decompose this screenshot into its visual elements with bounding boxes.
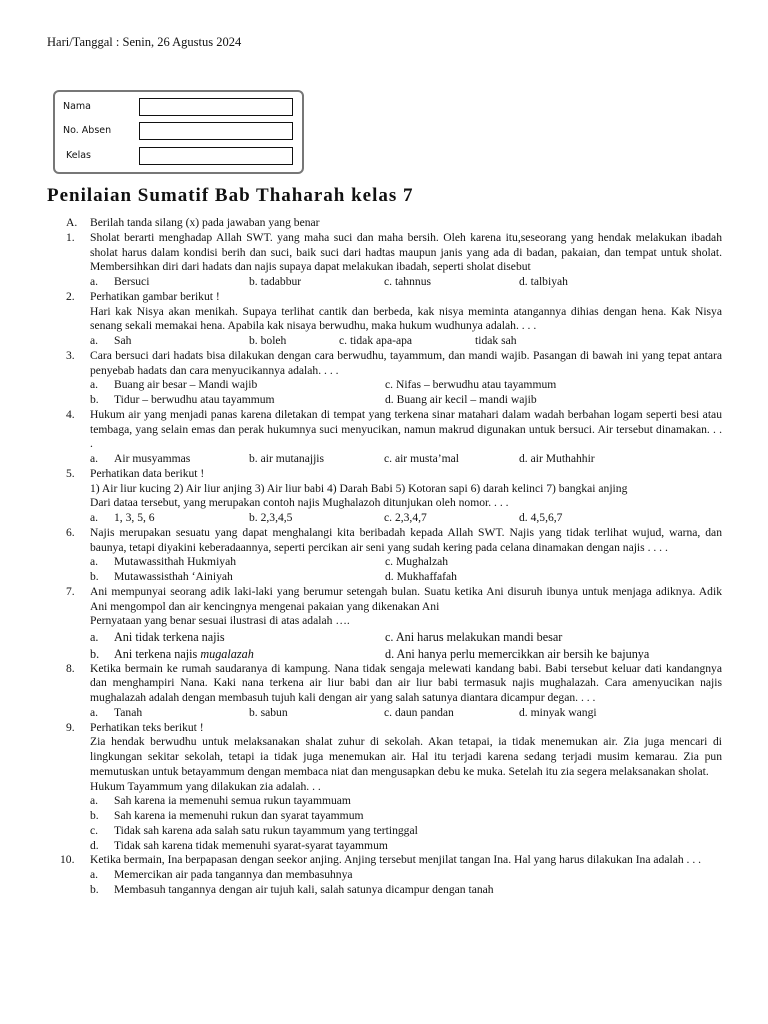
options xyxy=(90,378,722,393)
instruction xyxy=(66,216,722,231)
option-c[interactable]: c. tidak apa-apa xyxy=(339,334,413,347)
student-info-box xyxy=(53,90,304,174)
question-text: Perhatikan teks berikut ! xyxy=(90,720,204,734)
option-a[interactable]: a. 1, 3, 5, 6 xyxy=(90,511,155,524)
options xyxy=(90,452,722,467)
question-text: Perhatikan gambar berikut ! xyxy=(90,289,220,303)
option-c[interactable]: c. Ani harus melakukan mandi besar xyxy=(385,630,563,644)
options xyxy=(90,706,722,721)
question-prompt: Pernyataan yang benar sesuai ilustrasi di atas adalah …. xyxy=(90,614,350,628)
question-text: Ketika bermain, Ina berpapasan dengan seekor anjing. Anjing tersebut menjilat tangan Ina. Hal yang harus dilakukan Ina adalah . . . xyxy=(90,853,702,867)
options xyxy=(90,334,722,349)
question-text: Hukum air yang menjadi panas karena diletakan di tempat yang terkena sinar matahari dalam wadah berbahan logam seperti besi atau tembaga, yang selain emas dan perak hukumnya suci menyucikan, namun makrud digunakan untuk bersuci. Air tersebut dinamakan. . . . xyxy=(90,407,722,451)
question-text: Najis merupakan sesuatu yang dapat menghalangi kita beribadah kepada Allah SWT. Najis yang tidak terlihat wujud, warna, dan baunya, tetapi diyakini keberadaannya, seperti percikan air seni yang sudah kering pada celana dinamakan dengan najis . . . . xyxy=(90,525,722,554)
option-a[interactable]: a. Sah karena ia memenuhi semua rukun tayammuam xyxy=(90,794,351,808)
question-3 xyxy=(66,349,722,408)
option-b[interactable]: b. Membasuh tangannya dengan air tujuh kali, salah satunya dicampur dengan tanah xyxy=(90,882,494,896)
question-number: 10. xyxy=(60,853,75,867)
option-d[interactable]: d. Ani hanya perlu memercikkan air bersih ke bajunya xyxy=(385,646,650,661)
options xyxy=(90,393,722,408)
options xyxy=(90,630,722,645)
question-8 xyxy=(66,662,722,721)
question-prompt: Hukum Tayammum yang dilakukan zia adalah. . . xyxy=(90,779,321,793)
option-b[interactable]: b. boleh xyxy=(249,334,287,347)
question-number: 4. xyxy=(66,407,75,421)
kelas-label: Kelas xyxy=(66,150,92,161)
option-c[interactable]: c. Mughalzah xyxy=(385,555,449,569)
question-text: Cara bersuci dari hadats bisa dilakukan dengan cara berwudhu, tayammum, dan mandi wajib. Pasangan di bawah ini yang tepat antara penyebab hadats dan cara menyucikannya adalah. . . . xyxy=(90,348,722,377)
options xyxy=(90,275,722,290)
option-d[interactable]: d. Buang air kecil – mandi wajib xyxy=(385,393,537,406)
option-d[interactable]: d. 4,5,6,7 xyxy=(519,511,563,524)
question-number: 2. xyxy=(66,289,75,303)
option-c[interactable]: c. tahnnus xyxy=(384,275,432,288)
question-text: Perhatikan data berikut ! xyxy=(90,466,205,480)
option-a[interactable]: a. Tanah xyxy=(90,705,143,719)
option-d[interactable]: d. air Muthahhir xyxy=(519,452,595,465)
question-5 xyxy=(66,467,722,526)
option-d[interactable]: d. minyak wangi xyxy=(519,705,597,719)
option-a[interactable]: a. Sah xyxy=(90,334,132,347)
question-data: 1) Air liur kucing 2) Air liur anjing 3) Air liur babi 4) Darah Babi 5) Kotoran sapi 6) darah kelinci 7) bangkai anjing xyxy=(90,481,628,495)
absen-row xyxy=(55,122,302,144)
options xyxy=(90,570,722,585)
question-number: 1. xyxy=(66,230,75,244)
absen-field[interactable] xyxy=(139,122,293,140)
question-7 xyxy=(66,585,722,662)
option-b[interactable]: b. 2,3,4,5 xyxy=(249,511,293,524)
option-d[interactable]: d. talbiyah xyxy=(519,275,568,288)
option-c[interactable]: c. Nifas – berwudhu atau tayammum xyxy=(385,378,557,392)
option-b[interactable]: b. Mutawassisthah ‘Ainiyah xyxy=(90,570,233,583)
option-a[interactable]: a. Memercikan air pada tangannya dan membasuhnya xyxy=(90,868,353,881)
date-line: Hari/Tanggal : Senin, 26 Agustus 2024 xyxy=(47,35,242,49)
name-row xyxy=(55,98,302,120)
options xyxy=(90,647,722,662)
options xyxy=(90,555,722,570)
name-label: Nama xyxy=(63,101,92,112)
option-b[interactable]: b. air mutanajjis xyxy=(249,452,325,465)
question-number: 8. xyxy=(66,661,75,675)
question-number: 6. xyxy=(66,525,75,539)
option-d[interactable]: d. Mukhaffafah xyxy=(385,570,457,583)
option-d[interactable]: tidak sah xyxy=(475,334,517,347)
option-b[interactable]: b. Ani terkena najis mugalazah xyxy=(90,646,254,661)
option-a[interactable]: a. Buang air besar – Mandi wajib xyxy=(90,378,258,392)
option-c[interactable]: c. Tidak sah karena ada salah satu rukun tayammum yang tertinggal xyxy=(90,823,418,837)
option-b[interactable]: b. Tidur – berwudhu atau tayammum xyxy=(90,393,275,406)
question-text: Ani mempunyai seorang adik laki-laki yang berumur setengah bulan. Suatu ketika Ani disuruh ibunya untuk menjaga adiknya. Adik Ani mengompol dan air kencingnya mengenai pakaian yang dikenakan Ani xyxy=(90,584,722,613)
option-c[interactable]: c. air musta’mal xyxy=(384,452,460,465)
option-a[interactable]: a. Mutawassithah Hukmiyah xyxy=(90,555,237,569)
instruction-text: Berilah tanda silang (x) pada jawaban yang benar xyxy=(90,216,320,229)
option-b[interactable]: b. tadabbur xyxy=(249,275,302,288)
absen-label: No. Absen xyxy=(63,125,112,136)
option-a[interactable]: a. Ani tidak terkena najis xyxy=(90,630,225,644)
page-title: Penilaian Sumatif Bab Thaharah kelas 7 xyxy=(47,185,414,206)
question-text: Ketika bermain ke rumah saudaranya di kampung. Nana tidak sengaja melewati kandang babi. Babi tersebut keluar dati kandangnya dan menghampiri Nana. Kaki nana terkena air liur babi dan air liur babi termasuk najis mughalazah. Cara amenyucikan najis mughalazah adalah dengan membasuh tujuh kali dengan air yang salah satunya diantara dicampur degan. . . . xyxy=(90,661,722,704)
question-6 xyxy=(66,526,722,585)
question-number: 9. xyxy=(66,720,75,734)
option-c[interactable]: c. daun pandan xyxy=(384,705,454,719)
kelas-field[interactable] xyxy=(139,147,293,165)
question-number: 5. xyxy=(66,466,75,480)
question-10 xyxy=(60,853,722,897)
options xyxy=(90,511,722,526)
question-list xyxy=(60,216,722,898)
question-number: 3. xyxy=(66,348,75,362)
question-2 xyxy=(66,290,722,349)
option-c[interactable]: c. 2,3,4,7 xyxy=(384,511,427,524)
question-text: Sholat berarti menghadap Allah SWT. yang maha suci dan maha bersih. Oleh karena itu,seseorang yang hendak melakukan ibadah sholat harus dalam kondisi berih dan suci, baik suci dari hadtas maupun janis yang ada di badan, pakaian, dan tempat untuk sholat. Membersihkan diri dari hadats dan najis supaya dapat melakukan ibadah, seperti sholat disebut xyxy=(90,230,722,274)
question-prompt: Dari dataa tersebut, yang merupakan contoh najis Mughalazoh ditunjukan oleh nomor. . . . xyxy=(90,496,509,510)
option-d[interactable]: d. Tidak sah karena tidak memenuhi syarat-syarat tayammum xyxy=(90,838,388,852)
question-4 xyxy=(66,408,722,467)
name-field[interactable] xyxy=(139,98,293,116)
option-a[interactable]: a. Bersuci xyxy=(90,275,150,288)
question-passage: Zia hendak berwudhu untuk melaksanakan shalat zuhur di sekolah. Akan tetapai, ia tidak menemukan air. Zia juga mencari di lingkungan sekitar sekolah, tetapi ia tidak juga menemukan air. Hal itu terjadi karena sedang terjadi musim kemarau. Zia pun memutuskan untuk betayammum dengan membaca niat dan mengusapkan debu ke muka. Setelah itu zia segera melaksanakan sholat. xyxy=(90,735,722,778)
question-9 xyxy=(66,721,722,854)
option-b[interactable]: b. sabun xyxy=(249,705,288,719)
option-a[interactable]: a. Air musyammas xyxy=(90,452,191,465)
kelas-row xyxy=(55,147,302,169)
question-number: 7. xyxy=(66,584,75,598)
option-b[interactable]: b. Sah karena ia memenuhi rukun dan syarat tayammum xyxy=(90,809,364,822)
instruction-label: A. xyxy=(66,216,78,229)
question-passage: Hari kak Nisya akan menikah. Supaya terlihat cantik dan berbeda, kak nisya meminta atangannya dihias dengan hena. Kak Nisya senang sekali memakai hena. Apabila kak nisaya berwudhu, maka hukum wudhunya adalah. . . . xyxy=(90,304,722,333)
question-1 xyxy=(66,231,722,290)
